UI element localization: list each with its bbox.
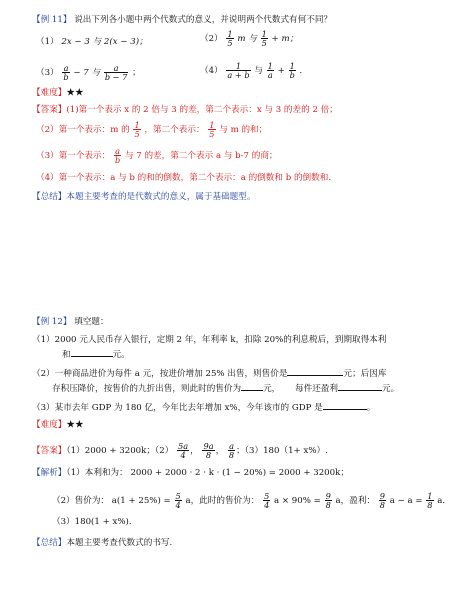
ex12-answer: 【答案】（1）2000 + 3200k；（2） $\frac{5a}{4}$ ， $\frac{9a}{8}$ ， $\frac{a}{8}$ ；（3）180（1+ x%）. bbox=[32, 441, 328, 461]
ex12-q2-line2: 存积压降价，按售价的九折出售，则此时的售价为 元， 每件还盈利 元。 bbox=[52, 384, 400, 394]
ex11-answer-2: （2）第一个表示：m 的 $\frac{1}{5}$ ，第二个表示： $\frac{1}{5}$ 与 m 的和； bbox=[36, 120, 268, 140]
blank-3[interactable] bbox=[241, 390, 263, 391]
ex11-question: 说出下列各小题中两个代数式的意义，并说明两个代数式有何不同？ bbox=[74, 15, 333, 25]
ex12-q1-line2: 和 元。 bbox=[62, 350, 130, 360]
blank-2[interactable] bbox=[287, 375, 343, 376]
ex12-q1-line1: （1）2000 元人民币存入银行，定期 2 年，年利率 k，扣除 20%的利息税后，到期取得本利 bbox=[32, 335, 387, 345]
star-rating: ★★ bbox=[66, 88, 84, 98]
ex11-summary: 【总结】本题主要考查的是代数式的意义，属于基础题型。 bbox=[32, 192, 256, 202]
ex11-question-line bbox=[32, 16, 332, 25]
blank-1[interactable] bbox=[71, 356, 113, 357]
ex11-item-1: （1） 2x − 3 与 2(x − 3)； bbox=[36, 37, 148, 47]
ex11-tag: 【例 11】 bbox=[32, 15, 72, 25]
star-rating: ★★ bbox=[66, 420, 84, 430]
ex12-tag: 【例 12】 bbox=[32, 317, 72, 327]
ex12-analysis-2: （2）售价为： a(1 + 25%) = $\frac{5}{4}$ a，此时的售价为： $\frac{5}{4}$ a × 90% = $\frac{9}{8}$ a，盈利： $\frac{9}{8}$ a − a = $\frac{1}{8}$ a． bbox=[52, 491, 451, 511]
ex11-item-4: （4） $\frac{1}{a + b}$ 与 $\frac{1}{a}$ + $\frac{1}{b}$ ． bbox=[200, 61, 309, 81]
ex12-q2-line1: （2）一种商品进价为每件 a 元，按进价增加 25% 出售，则售价是 元；后因库 bbox=[32, 369, 387, 379]
ex11-item-3: （3） $\frac{a}{b}$ − 7 与 $\frac{a}{b - 7}$ ； bbox=[36, 63, 141, 83]
ex11-answer-1: 【答案】(1)第一个表示 x 的 2 倍与 3 的差，第二个表示：x 与 3 的差的 2 倍； bbox=[32, 105, 338, 115]
ex12-analysis-1: 【解析】（1）本利和为： 2000 + 2000 · 2 · k · (1 − 20%) = 2000 + 3200k； bbox=[32, 468, 349, 478]
blank-4[interactable] bbox=[338, 390, 382, 391]
ex12-difficulty: 【难度】★★ bbox=[32, 420, 84, 430]
ex11-answer-4: （4）第一个表示：a 与 b 的和的倒数，第二个表示：a 的倒数和 b 的倒数和. bbox=[36, 173, 332, 183]
ex11-difficulty: 【难度】★★ bbox=[32, 88, 84, 98]
ex11-answer-3: （3）第一个表示： $\frac{a}{b}$ 与 7 的差，第二个表示 a 与 b-7 的商； bbox=[36, 146, 278, 166]
blank-5[interactable] bbox=[323, 409, 367, 410]
ex11-item-2: （2） $\frac{1}{5}$ m 与 $\frac{1}{5}$ + m； bbox=[200, 29, 299, 49]
ex12-summary: 【总结】本题主要考查代数式的书写. bbox=[32, 538, 173, 548]
ex12-analysis-3: （3）180(1 + x%)． bbox=[52, 517, 138, 527]
ex12-q3: （3）某市去年 GDP 为 180 亿，今年比去年增加 x%，今年该市的 GDP 是 。 bbox=[32, 403, 376, 413]
ex12-title-line: 【例 12】 填空题： bbox=[32, 317, 109, 327]
